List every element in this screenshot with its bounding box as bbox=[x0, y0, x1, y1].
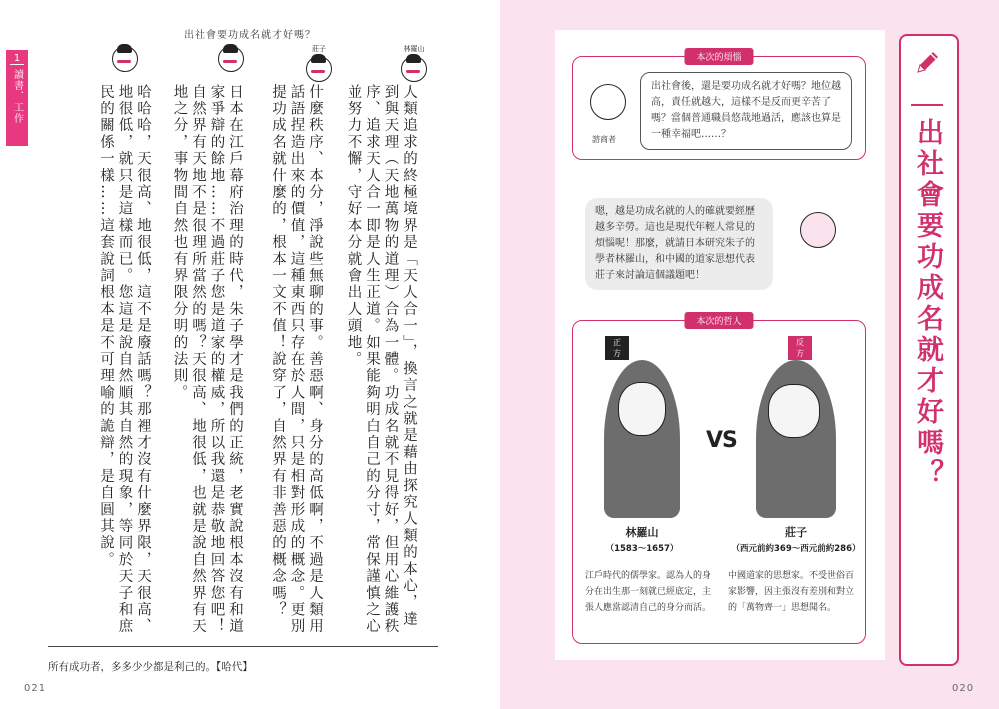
zhuangzi-avatar bbox=[112, 46, 138, 72]
philosophers-box-label: 本次的哲人 bbox=[684, 312, 753, 329]
pro-tag: 正方 bbox=[605, 336, 629, 360]
title-rule bbox=[911, 104, 943, 106]
consultant-avatar bbox=[590, 84, 626, 120]
running-head: 出社會要功成名就才好嗎？ bbox=[184, 30, 316, 41]
worry-bubble: 出社會後，還是要功成名就才好嗎？地位越高，責任就越大，這樣不是反而更辛苦了嗎？當個普通職員悠哉地過活，應該也算是一種幸福吧……？ bbox=[640, 72, 852, 150]
dialogue-zhuangzi-1: 什麼秩序、本分，淨說些無聊的事。善惡啊、身分的高低啊，不過是人類用話語捏造出來的價值，這種東西只存在於人間，只是相對形成的概念。更別提功成名就什麼的，根本一文不值！說穿了，自然界有非善惡的概念嗎？ bbox=[270, 84, 323, 636]
dialogue-lin-2: 日本在江戶幕府治理的時代，朱子學才是我們的正統，老實說根本沒有和道家爭辯的餘地……不過莊子您是道家的權威，所以我還是恭敬地回答您吧！自然界有天地不是很理所當然的嗎？天很高、地很低，也就是說自然界有天地之分，事物間自然也有界限分明的法則。 bbox=[171, 84, 243, 636]
speaker-marker-lin bbox=[401, 44, 427, 82]
chapter-tab bbox=[6, 50, 28, 146]
host-bubble: 嗯，越是功成名就的人的確就要經歷越多辛勞。這也是現代年輕人常見的煩惱呢！那麼，就請日本研究朱子的學者林羅山，和中國的道家思想代表莊子來討論這個議題吧！ bbox=[585, 198, 773, 290]
dialogue-lin-1: 人類追求的終極境界是「天人合一」，換言之就是藉由探究人類的本心，達到與天理（天地萬物的道理）合為一體。功成名就不見得好，但用心維護秩序、追求天人合一即是人生正道。如果能夠明白自己的分寸，常保謹慎之心並努力不懈，守好本分就會出人頭地。 bbox=[345, 84, 417, 636]
page-number-right: 020 bbox=[952, 683, 975, 694]
versus-label: VS bbox=[706, 428, 737, 453]
page-number-left: 021 bbox=[24, 683, 47, 694]
speaker-name: 林羅山 bbox=[403, 45, 425, 53]
quote-divider bbox=[48, 646, 438, 647]
worry-box-label: 本次的煩惱 bbox=[684, 48, 753, 65]
speaker-marker-zhuangzi-2 bbox=[112, 44, 138, 72]
con-dates: （西元前約369～西元前約286） bbox=[731, 544, 861, 554]
pro-description: 江戶時代的儒學家。認為人的身分在出生那一刻就已經底定，主張人應當認清自己的身分而活。 bbox=[585, 571, 712, 613]
con-name: 莊子 bbox=[785, 526, 807, 539]
con-tag: 反方 bbox=[788, 336, 812, 360]
dialogue-zhuangzi-2: 哈哈哈，天很高、地很低，這不是廢話嗎？那裡才沒有什麼界限，天很高、地很低，就只是這樣而已。您這是說自然順其自然的現象，等同於天子和庶民的關係一樣……這套說詞根本是不可理喻的詭辯，是自圓其說。 bbox=[98, 84, 151, 636]
pro-dates: （1583～1657） bbox=[605, 544, 679, 554]
lin-luoshan-avatar bbox=[218, 46, 244, 72]
lin-luoshan-face bbox=[618, 382, 666, 436]
pro-name: 林羅山 bbox=[625, 526, 659, 539]
footer-quote: 所有成功者，多多少少都是利己的。【哈代】 bbox=[48, 661, 253, 673]
speaker-marker-lin-2 bbox=[218, 44, 244, 72]
zhuangzi-face bbox=[768, 384, 820, 438]
chapter-number: 1 bbox=[10, 50, 24, 65]
page-title: 出社會要功成名就才好嗎？ bbox=[912, 118, 943, 490]
speaker-marker-zhuangzi bbox=[306, 44, 332, 82]
zhuangzi-avatar bbox=[306, 56, 332, 82]
lin-luoshan-avatar bbox=[401, 56, 427, 82]
speaker-name: 莊子 bbox=[312, 45, 326, 53]
consultant-caption: 諮商者 bbox=[592, 135, 616, 144]
con-description: 中國道家的思想家。不受世俗百家影響，因主張沒有差別和對立的「萬物齊一」思想聞名。 bbox=[728, 571, 855, 613]
host-avatar bbox=[800, 212, 836, 248]
pencil-icon bbox=[912, 48, 942, 78]
chapter-title: 讀書．工作 bbox=[11, 69, 23, 124]
